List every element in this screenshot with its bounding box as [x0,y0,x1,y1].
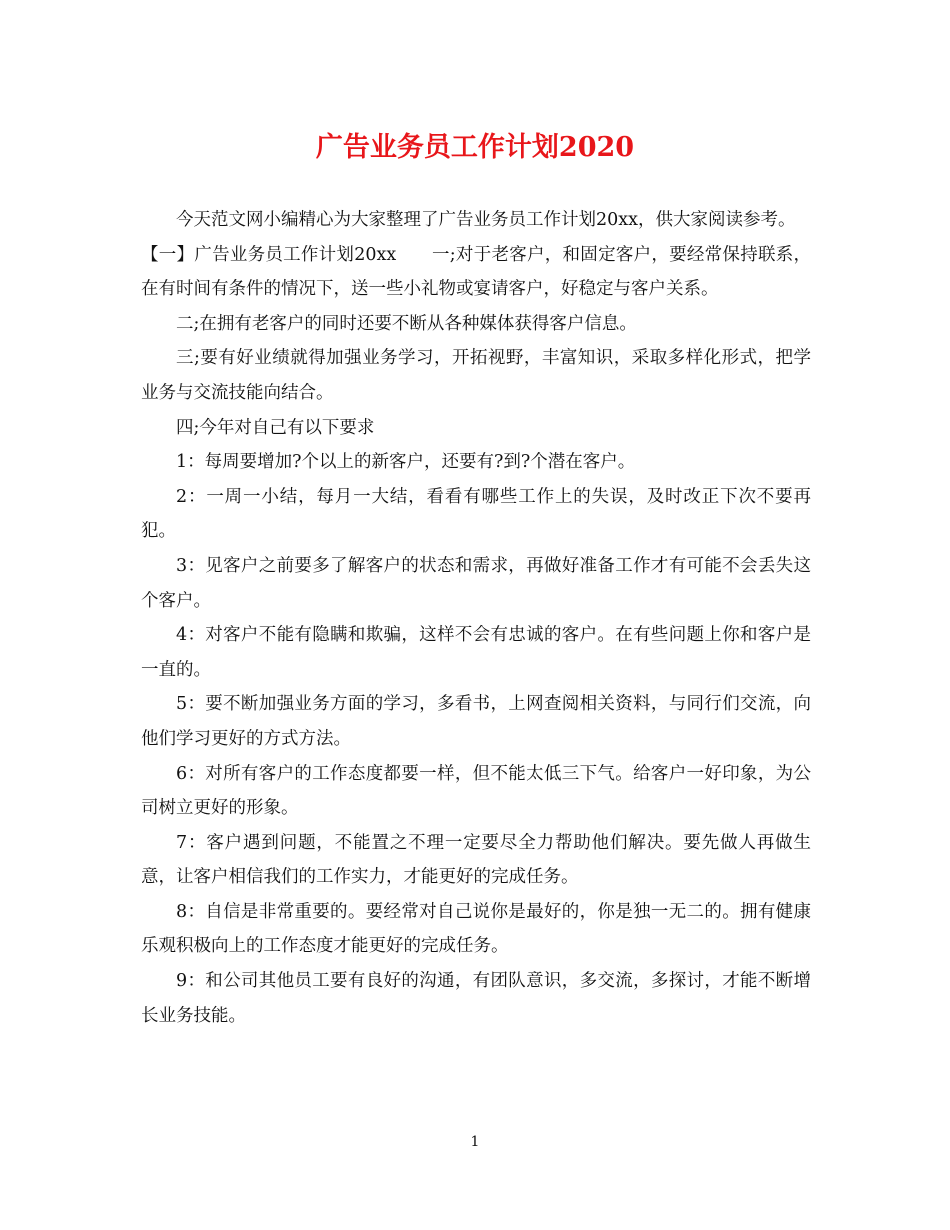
paragraph-requirement-1: 1：每周要增加?个以上的新客户，还要有?到?个潜在客户。 [176,452,636,473]
paragraph-requirement-9: 9：和公司其他员工要有良好的沟通，有团队意识，多交流，多探讨，才能不断增长业务技能。 [141,971,811,1026]
paragraph-item-two: 二;在拥有老客户的同时还要不断从各种媒体获得客户信息。 [176,313,637,334]
paragraph-requirement-5: 5：要不断加强业务方面的学习，多看书，上网查阅相关资料，与同行们交流，向他们学习更好的方式方法。 [141,694,811,749]
paragraph-item-four: 四;今年对自己有以下要求 [176,417,375,438]
paragraph-requirement-2: 2：一周一小结，每月一大结，看看有哪些工作上的失误，及时改正下次不要再犯。 [141,486,811,542]
document-title: 广告业务员工作计划2020 [315,132,635,163]
paragraph-requirement-7: 7：客户遇到问题，不能置之不理一定要尽全力帮助他们解决。要先做人再做生意，让客户相信我们的工作实力，才能更好的完成任务。 [141,832,811,888]
paragraph-requirement-3: 3：见客户之前要多了解客户的状态和需求，再做好准备工作才有可能不会丢失这个客户。 [141,555,811,611]
document-body [141,203,811,1033]
paragraph-item-three: 三;要有好业绩就得加强业务学习，开拓视野，丰富知识，采取多样化形式，把学业务与交流技能向结合。 [141,348,811,403]
paragraph-requirement-4: 4：对客户不能有隐瞒和欺骗，这样不会有忠诚的客户。在有些问题上你和客户是一直的。 [141,625,811,680]
page-number: 1 [470,1134,480,1150]
paragraph-requirement-8: 8：自信是非常重要的。要经常对自己说你是最好的，你是独一无二的。拥有健康乐观积极向上的工作态度才能更好的完成任务。 [141,901,811,957]
paragraph-requirement-6: 6：对所有客户的工作态度都要一样，但不能太低三下气。给客户一好印象，为公司树立更好的形象。 [141,763,811,819]
paragraph-intro: 今天范文网小编精心为大家整理了广告业务员工作计划20xx，供大家阅读参考。 [176,210,796,230]
paragraph-section-one: 【一】广告业务员工作计划20xx 一;对于老客户，和固定客户，要经常保持联系，在有时间有条件的情况下，送一些小礼物或宴请客户，好稳定与客户关系。 [141,244,811,300]
